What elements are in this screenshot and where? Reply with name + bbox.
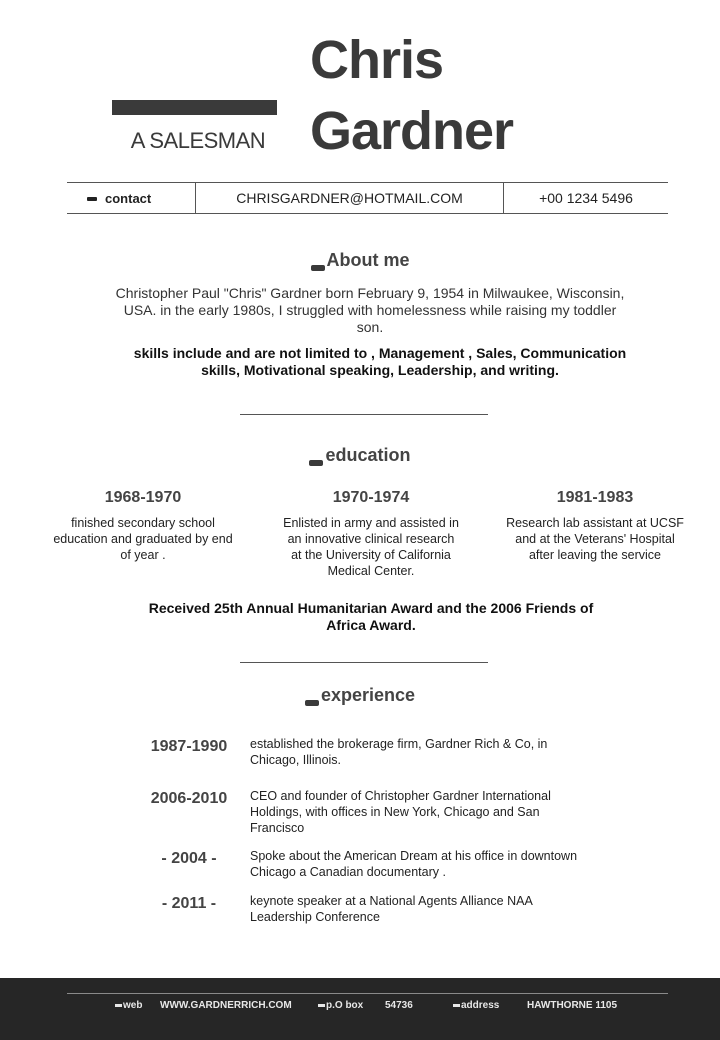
about-skills: skills include and are not limited to , Management , Sales, Communication skills, Motivational speaking, Leadership, and writing. (133, 345, 627, 378)
experience-years: - 2004 - (161, 850, 217, 867)
footer-web-link[interactable]: WWW.GARDNERRICH.COM (160, 1000, 292, 1011)
education-years: 1981-1983 (556, 489, 634, 506)
experience-years: - 2011 - (161, 895, 217, 912)
dash-icon (87, 197, 97, 201)
role-title: A SALESMAN (130, 128, 266, 153)
address-label: address (461, 1000, 500, 1011)
footer-address-value: HAWTHORNE 1105 (527, 1000, 618, 1011)
footer-web-label (115, 1000, 142, 1011)
about-bio: Christopher Paul "Chris" Gardner born February 9, 1954 in Milwaukee, Wisconsin, USA. in the early 1980s, I struggled with homelessness while raising my toddler son. (115, 285, 625, 335)
footer-pobox-value: 54736 (385, 1000, 413, 1011)
dash-icon (115, 1004, 122, 1007)
footer (0, 978, 720, 1040)
education-item (281, 489, 461, 579)
contact-label: contact (105, 191, 152, 206)
footer-pobox-label (318, 1000, 363, 1011)
education-description: Enlisted in army and assisted in an innovative clinical research at the University of California Medical Center. (283, 516, 459, 578)
experience-years: 1987-1990 (150, 738, 228, 755)
section-divider (240, 414, 488, 415)
dash-icon (311, 265, 325, 271)
last-name: Gardner (310, 101, 514, 161)
experience-description: Spoke about the American Dream at his office in downtown Chicago a Canadian documentary . (250, 849, 578, 879)
pobox-label: p.O box (326, 1000, 364, 1011)
education-item (53, 489, 233, 563)
education-title: education (325, 445, 411, 465)
experience-title: experience (320, 685, 416, 705)
experience-heading (0, 685, 720, 706)
contact-label-cell (87, 183, 151, 213)
dash-icon (305, 700, 319, 706)
about-heading (0, 250, 720, 271)
section-divider (240, 662, 488, 663)
web-label: web (123, 1000, 143, 1011)
education-years: 1970-1974 (332, 489, 410, 506)
education-item (505, 489, 685, 563)
experience-description: keynote speaker at a National Agents Alliance NAA Leadership Conference (250, 894, 533, 924)
education-description: Research lab assistant at UCSF and at the Veterans' Hospital after leaving the service (506, 516, 684, 562)
experience-years: 2006-2010 (150, 790, 228, 807)
award-text: Received 25th Annual Humanitarian Award and the 2006 Friends of Africa Award. (148, 600, 594, 633)
footer-address-label (453, 1000, 499, 1011)
dash-icon (309, 460, 323, 466)
accent-bar (112, 100, 277, 115)
education-years: 1968-1970 (104, 489, 182, 506)
about-title: About me (326, 250, 410, 270)
phone-number[interactable]: +00 1234 5496 (539, 190, 633, 206)
education-description: finished secondary school education and graduated by end of year . (53, 516, 233, 562)
experience-description: CEO and founder of Christopher Gardner International Holdings, with offices in New York, Chicago and San Francisco (250, 789, 551, 835)
dash-icon (453, 1004, 460, 1007)
footer-divider (67, 993, 668, 994)
first-name: Chris (310, 30, 444, 90)
email-link[interactable]: CHRISGARDNER@HOTMAIL.COM (236, 190, 463, 206)
experience-description: established the brokerage firm, Gardner Rich & Co, in Chicago, Illinois. (250, 737, 548, 767)
education-heading (0, 445, 720, 466)
dash-icon (318, 1004, 325, 1007)
contact-strip (67, 182, 668, 214)
